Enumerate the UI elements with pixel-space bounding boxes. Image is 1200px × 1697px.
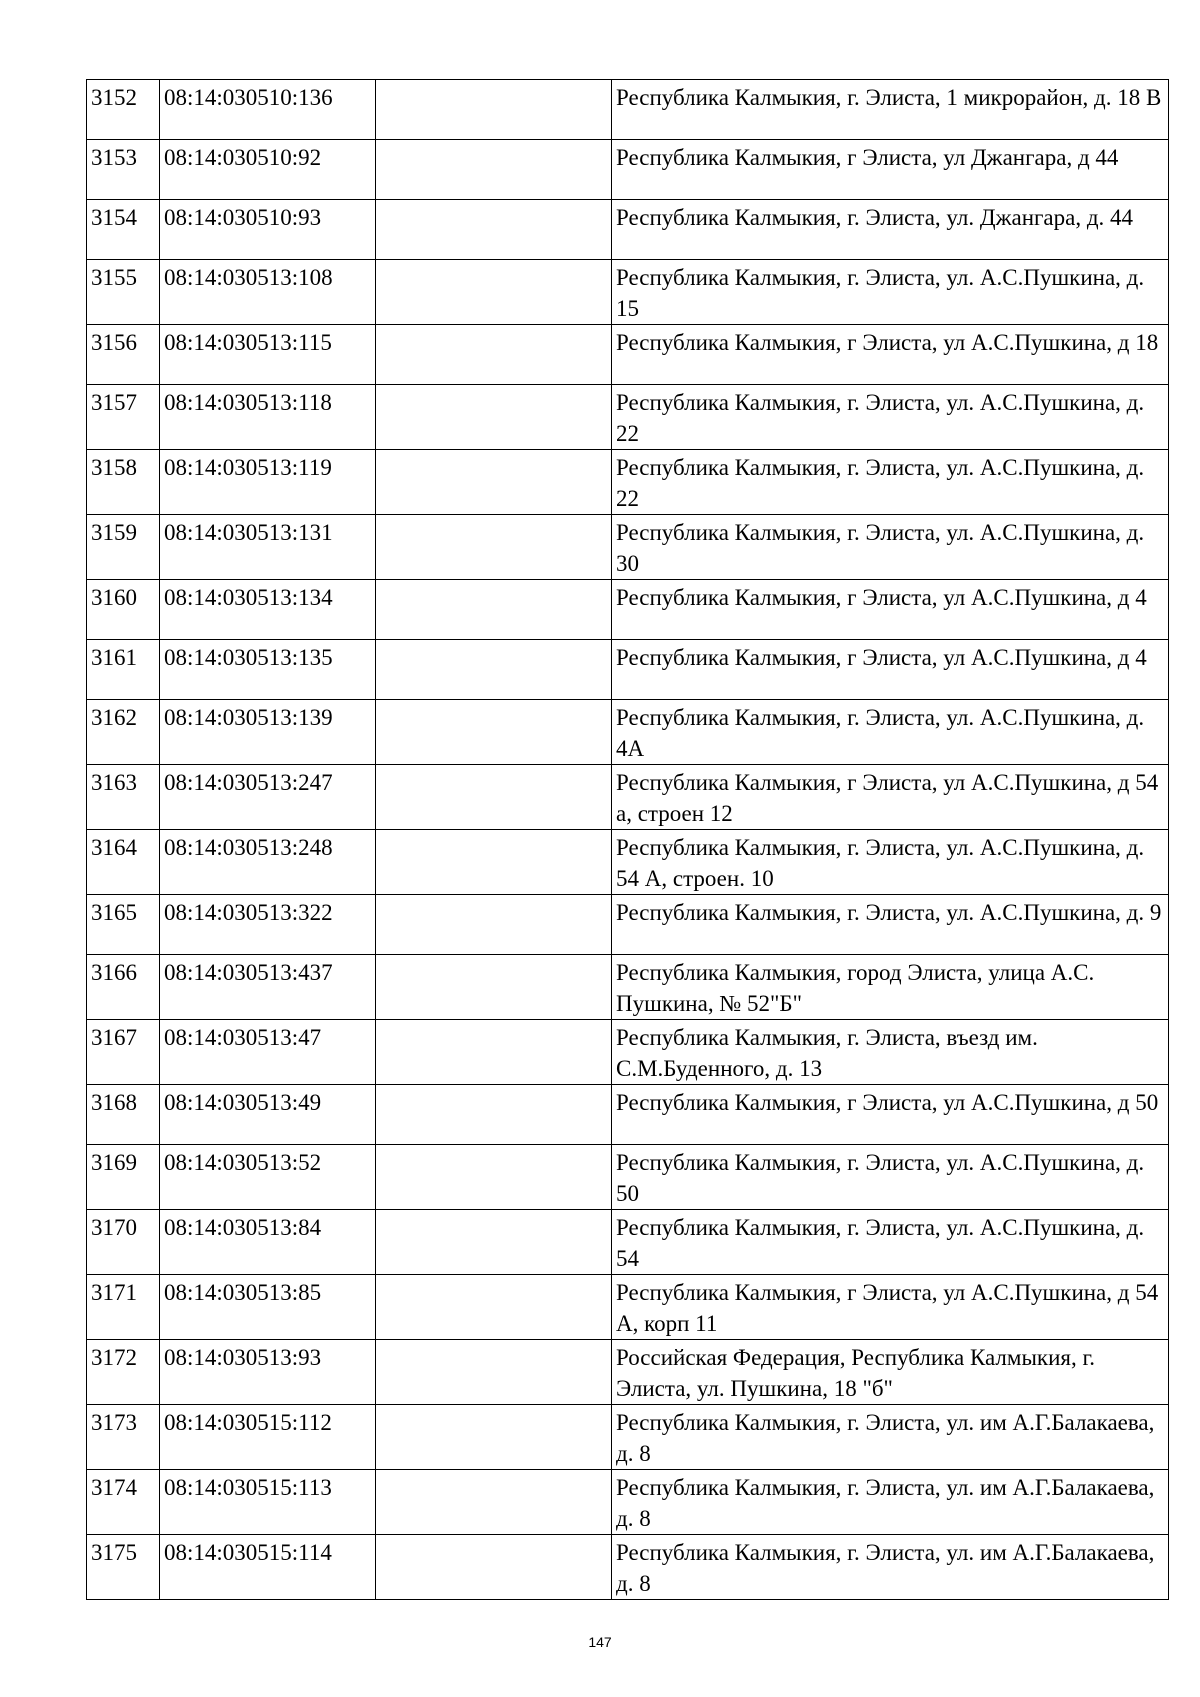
empty-cell: [376, 1535, 612, 1600]
empty-cell: [376, 580, 612, 640]
empty-cell: [376, 1405, 612, 1470]
address: Республика Калмыкия, г. Элиста, ул. А.С.Пушкина, д. 30: [612, 515, 1169, 580]
row-number: 3170: [87, 1210, 160, 1275]
cadastral-number: 08:14:030513:93: [160, 1340, 376, 1405]
cadastral-number: 08:14:030513:437: [160, 955, 376, 1020]
empty-cell: [376, 1145, 612, 1210]
address: Республика Калмыкия, г. Элиста, ул. А.С.Пушкина, д. 54 А, строен. 10: [612, 830, 1169, 895]
empty-cell: [376, 895, 612, 955]
address: Республика Калмыкия, г Элиста, ул А.С.Пушкина, д 54 А, корп 11: [612, 1275, 1169, 1340]
row-number: 3163: [87, 765, 160, 830]
table-row: [87, 1275, 1169, 1340]
empty-cell: [376, 1020, 612, 1085]
empty-cell: [376, 1275, 612, 1340]
row-number: 3174: [87, 1470, 160, 1535]
table-row: [87, 895, 1169, 955]
cadastral-number: 08:14:030513:115: [160, 325, 376, 385]
empty-cell: [376, 1085, 612, 1145]
address: Республика Калмыкия, г. Элиста, ул. А.С.Пушкина, д. 15: [612, 260, 1169, 325]
empty-cell: [376, 140, 612, 200]
cadastral-number: 08:14:030513:85: [160, 1275, 376, 1340]
cadastral-number: 08:14:030513:247: [160, 765, 376, 830]
table-row: [87, 700, 1169, 765]
row-number: 3172: [87, 1340, 160, 1405]
cadastral-number: 08:14:030515:112: [160, 1405, 376, 1470]
row-number: 3168: [87, 1085, 160, 1145]
address: Республика Калмыкия, город Элиста, улица А.С. Пушкина, № 52"Б": [612, 955, 1169, 1020]
address: Республика Калмыкия, г. Элиста, ул. им А.Г.Балакаева, д. 8: [612, 1470, 1169, 1535]
cadastral-number: 08:14:030510:136: [160, 80, 376, 140]
table-row: [87, 1535, 1169, 1600]
cadastral-number: 08:14:030513:108: [160, 260, 376, 325]
row-number: 3171: [87, 1275, 160, 1340]
cadastral-number: 08:14:030513:47: [160, 1020, 376, 1085]
table-row: [87, 1405, 1169, 1470]
address: Республика Калмыкия, г. Элиста, ул. им А.Г.Балакаева, д. 8: [612, 1535, 1169, 1600]
table-row: [87, 80, 1169, 140]
table-row: [87, 955, 1169, 1020]
address: Республика Калмыкия, г. Элиста, ул. Джангара, д. 44: [612, 200, 1169, 260]
cadastral-number: 08:14:030513:52: [160, 1145, 376, 1210]
row-number: 3158: [87, 450, 160, 515]
table-row: [87, 450, 1169, 515]
empty-cell: [376, 700, 612, 765]
address: Республика Калмыкия, г. Элиста, ул. А.С.Пушкина, д. 50: [612, 1145, 1169, 1210]
row-number: 3160: [87, 580, 160, 640]
empty-cell: [376, 1340, 612, 1405]
table-row: [87, 515, 1169, 580]
address: Республика Калмыкия, г. Элиста, ул. А.С.Пушкина, д. 9: [612, 895, 1169, 955]
table-row: [87, 1210, 1169, 1275]
table-row: [87, 765, 1169, 830]
empty-cell: [376, 385, 612, 450]
address: Республика Калмыкия, г. Элиста, ул. А.С.Пушкина, д. 54: [612, 1210, 1169, 1275]
table-row: [87, 260, 1169, 325]
cadastral-number: 08:14:030513:131: [160, 515, 376, 580]
row-number: 3173: [87, 1405, 160, 1470]
cadastral-number: 08:14:030513:49: [160, 1085, 376, 1145]
row-number: 3162: [87, 700, 160, 765]
row-number: 3156: [87, 325, 160, 385]
address: Республика Калмыкия, г Элиста, ул А.С.Пушкина, д 50: [612, 1085, 1169, 1145]
table-row: [87, 1340, 1169, 1405]
table-row: [87, 580, 1169, 640]
empty-cell: [376, 955, 612, 1020]
empty-cell: [376, 260, 612, 325]
table-row: [87, 325, 1169, 385]
table-row: [87, 1085, 1169, 1145]
empty-cell: [376, 80, 612, 140]
empty-cell: [376, 640, 612, 700]
cadastral-number: 08:14:030513:322: [160, 895, 376, 955]
empty-cell: [376, 200, 612, 260]
row-number: 3153: [87, 140, 160, 200]
row-number: 3169: [87, 1145, 160, 1210]
row-number: 3155: [87, 260, 160, 325]
address: Республика Калмыкия, г. Элиста, ул. им А.Г.Балакаева, д. 8: [612, 1405, 1169, 1470]
address: Республика Калмыкия, г. Элиста, ул. А.С.Пушкина, д. 22: [612, 450, 1169, 515]
address: Республика Калмыкия, г. Элиста, въезд им. С.М.Буденного, д. 13: [612, 1020, 1169, 1085]
empty-cell: [376, 765, 612, 830]
table-row: [87, 1470, 1169, 1535]
table-row: [87, 385, 1169, 450]
row-number: 3164: [87, 830, 160, 895]
row-number: 3165: [87, 895, 160, 955]
address: Республика Калмыкия, г Элиста, ул Джангара, д 44: [612, 140, 1169, 200]
cadastral-number: 08:14:030510:92: [160, 140, 376, 200]
table-row: [87, 200, 1169, 260]
empty-cell: [376, 515, 612, 580]
table-row: [87, 640, 1169, 700]
table-row: [87, 830, 1169, 895]
table-row: [87, 140, 1169, 200]
cadastral-number: 08:14:030513:118: [160, 385, 376, 450]
address: Республика Калмыкия, г Элиста, ул А.С.Пушкина, д 4: [612, 580, 1169, 640]
row-number: 3175: [87, 1535, 160, 1600]
property-table: [86, 79, 1169, 1600]
cadastral-number: 08:14:030515:113: [160, 1470, 376, 1535]
address: Республика Калмыкия, г Элиста, ул А.С.Пушкина, д 4: [612, 640, 1169, 700]
cadastral-number: 08:14:030513:248: [160, 830, 376, 895]
address: Республика Калмыкия, г. Элиста, ул. А.С.Пушкина, д. 4А: [612, 700, 1169, 765]
empty-cell: [376, 830, 612, 895]
page-number: 147: [588, 1634, 612, 1650]
cadastral-number: 08:14:030513:139: [160, 700, 376, 765]
table-row: [87, 1020, 1169, 1085]
cadastral-number: 08:14:030513:135: [160, 640, 376, 700]
empty-cell: [376, 450, 612, 515]
cadastral-number: 08:14:030513:84: [160, 1210, 376, 1275]
cadastral-number: 08:14:030510:93: [160, 200, 376, 260]
empty-cell: [376, 1470, 612, 1535]
empty-cell: [376, 1210, 612, 1275]
cadastral-number: 08:14:030515:114: [160, 1535, 376, 1600]
cadastral-number: 08:14:030513:119: [160, 450, 376, 515]
row-number: 3167: [87, 1020, 160, 1085]
address: Республика Калмыкия, г. Элиста, 1 микрорайон, д. 18 В: [612, 80, 1169, 140]
address: Российская Федерация, Республика Калмыкия, г. Элиста, ул. Пушкина, 18 "б": [612, 1340, 1169, 1405]
cadastral-number: 08:14:030513:134: [160, 580, 376, 640]
row-number: 3157: [87, 385, 160, 450]
row-number: 3154: [87, 200, 160, 260]
address: Республика Калмыкия, г. Элиста, ул. А.С.Пушкина, д. 22: [612, 385, 1169, 450]
empty-cell: [376, 325, 612, 385]
address: Республика Калмыкия, г Элиста, ул А.С.Пушкина, д 18: [612, 325, 1169, 385]
row-number: 3161: [87, 640, 160, 700]
row-number: 3152: [87, 80, 160, 140]
row-number: 3159: [87, 515, 160, 580]
row-number: 3166: [87, 955, 160, 1020]
address: Республика Калмыкия, г Элиста, ул А.С.Пушкина, д 54 а, строен 12: [612, 765, 1169, 830]
table-body: [87, 80, 1169, 1600]
table-row: [87, 1145, 1169, 1210]
